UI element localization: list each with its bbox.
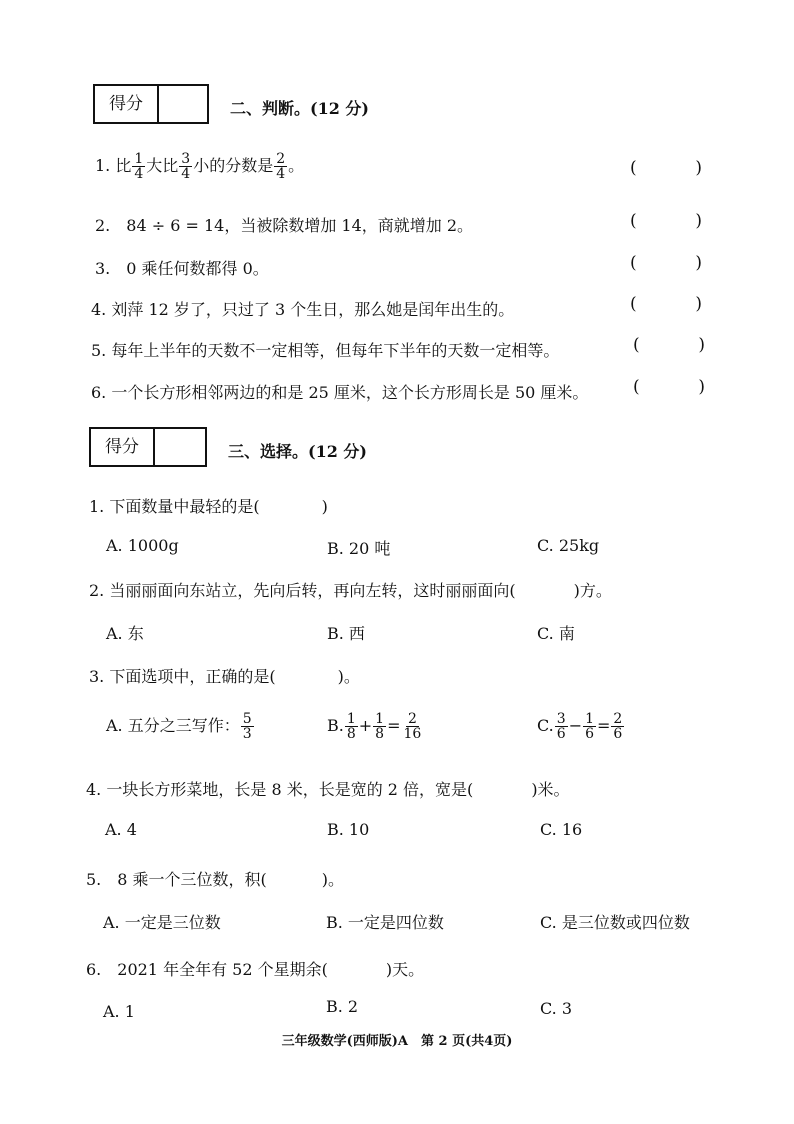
option-a[interactable]: A. 五分之三写作： $\frac{5}{3}$ bbox=[106, 711, 252, 742]
judge-question-5: 5. 每年上半年的天数不一定相等，但每年下半年的天数一定相等。 bbox=[91, 341, 560, 360]
score-label: 得分 bbox=[91, 429, 155, 465]
score-value-box[interactable] bbox=[155, 429, 205, 465]
option-b[interactable]: B. $\frac{1}{8}$ + $\frac{1}{8}$ = $\frac{2}{16}$ bbox=[327, 711, 422, 742]
option-a[interactable]: A. 东 bbox=[106, 624, 144, 643]
choice-question-5: 5. 8 乘一个三位数，积( )。 bbox=[86, 870, 345, 889]
choice-question-1: 1. 下面数量中最轻的是( ) bbox=[89, 497, 328, 516]
option-c[interactable]: C. $\frac{3}{6}$ − $\frac{1}{6}$ = $\frac{2}{6}$ bbox=[537, 711, 623, 742]
answer-paren-2[interactable]: ( ) bbox=[630, 211, 702, 231]
option-c[interactable]: C. 3 bbox=[540, 999, 573, 1018]
option-a[interactable]: A. 4 bbox=[105, 820, 137, 839]
section-title-judge: 二、判断。(12 分) bbox=[230, 99, 369, 118]
answer-paren-3[interactable]: ( ) bbox=[630, 253, 702, 273]
judge-question-1: 1. 比 $\frac{1}{4}$ 大比 $\frac{3}{4}$ 小的分数是 $\frac{2}{4}$ 。 bbox=[95, 151, 305, 182]
judge-question-4: 4. 刘萍 12 岁了，只过了 3 个生日，那么她是闰年出生的。 bbox=[91, 300, 515, 319]
answer-paren-5[interactable]: ( ) bbox=[633, 335, 705, 355]
option-b[interactable]: B. 2 bbox=[326, 997, 359, 1016]
option-a[interactable]: A. 一定是三位数 bbox=[103, 913, 221, 932]
choice-question-6: 6. 2021 年全年有 52 个星期余( )天。 bbox=[86, 960, 425, 979]
fraction: $\frac{1}{4}$ bbox=[134, 151, 144, 182]
judge-question-3: 3. 0 乘任何数都得 0。 bbox=[95, 259, 269, 278]
option-c[interactable]: C. 是三位数或四位数 bbox=[540, 913, 690, 932]
option-c[interactable]: C. 南 bbox=[537, 624, 575, 643]
page-footer: 三年级数学(西师版)A 第 2 页(共4页) bbox=[281, 1034, 513, 1049]
option-b[interactable]: B. 20 吨 bbox=[327, 539, 391, 558]
option-b[interactable]: B. 一定是四位数 bbox=[326, 913, 444, 932]
option-b[interactable]: B. 西 bbox=[327, 624, 365, 643]
section-title-choice: 三、选择。(12 分) bbox=[228, 442, 367, 461]
fraction: $\frac{2}{16}$ bbox=[403, 711, 422, 742]
answer-paren-4[interactable]: ( ) bbox=[630, 294, 702, 314]
answer-paren-6[interactable]: ( ) bbox=[633, 377, 705, 397]
score-value-box[interactable] bbox=[159, 86, 207, 122]
choice-question-2: 2. 当丽丽面向东站立，先向后转，再向左转，这时丽丽面向( )方。 bbox=[89, 581, 612, 600]
judge-question-2: 2. 84 ÷ 6 = 14，当被除数增加 14，商就增加 2。 bbox=[95, 216, 474, 235]
fraction: $\frac{5}{3}$ bbox=[242, 711, 252, 742]
score-box bbox=[89, 427, 207, 467]
fraction: $\frac{2}{6}$ bbox=[613, 711, 623, 742]
judge-question-6: 6. 一个长方形相邻两边的和是 25 厘米，这个长方形周长是 50 厘米。 bbox=[91, 383, 589, 402]
fraction: $\frac{2}{4}$ bbox=[276, 151, 286, 182]
answer-paren-1[interactable]: ( ) bbox=[630, 158, 702, 178]
option-c[interactable]: C. 25kg bbox=[537, 536, 600, 555]
score-label: 得分 bbox=[95, 86, 159, 122]
choice-question-3: 3. 下面选项中，正确的是( )。 bbox=[89, 667, 360, 686]
option-a[interactable]: A. 1 bbox=[103, 1002, 135, 1021]
fraction: $\frac{3}{6}$ bbox=[556, 711, 566, 742]
fraction: $\frac{1}{8}$ bbox=[375, 711, 385, 742]
fraction: $\frac{3}{4}$ bbox=[181, 151, 191, 182]
fraction: $\frac{1}{8}$ bbox=[346, 711, 356, 742]
fraction: $\frac{1}{6}$ bbox=[585, 711, 595, 742]
option-c[interactable]: C. 16 bbox=[540, 820, 583, 839]
score-box bbox=[93, 84, 209, 124]
choice-question-4: 4. 一块长方形菜地，长是 8 米，长是宽的 2 倍，宽是( )米。 bbox=[86, 780, 570, 799]
option-b[interactable]: B. 10 bbox=[327, 820, 370, 839]
option-a[interactable]: A. 1000g bbox=[106, 536, 179, 555]
